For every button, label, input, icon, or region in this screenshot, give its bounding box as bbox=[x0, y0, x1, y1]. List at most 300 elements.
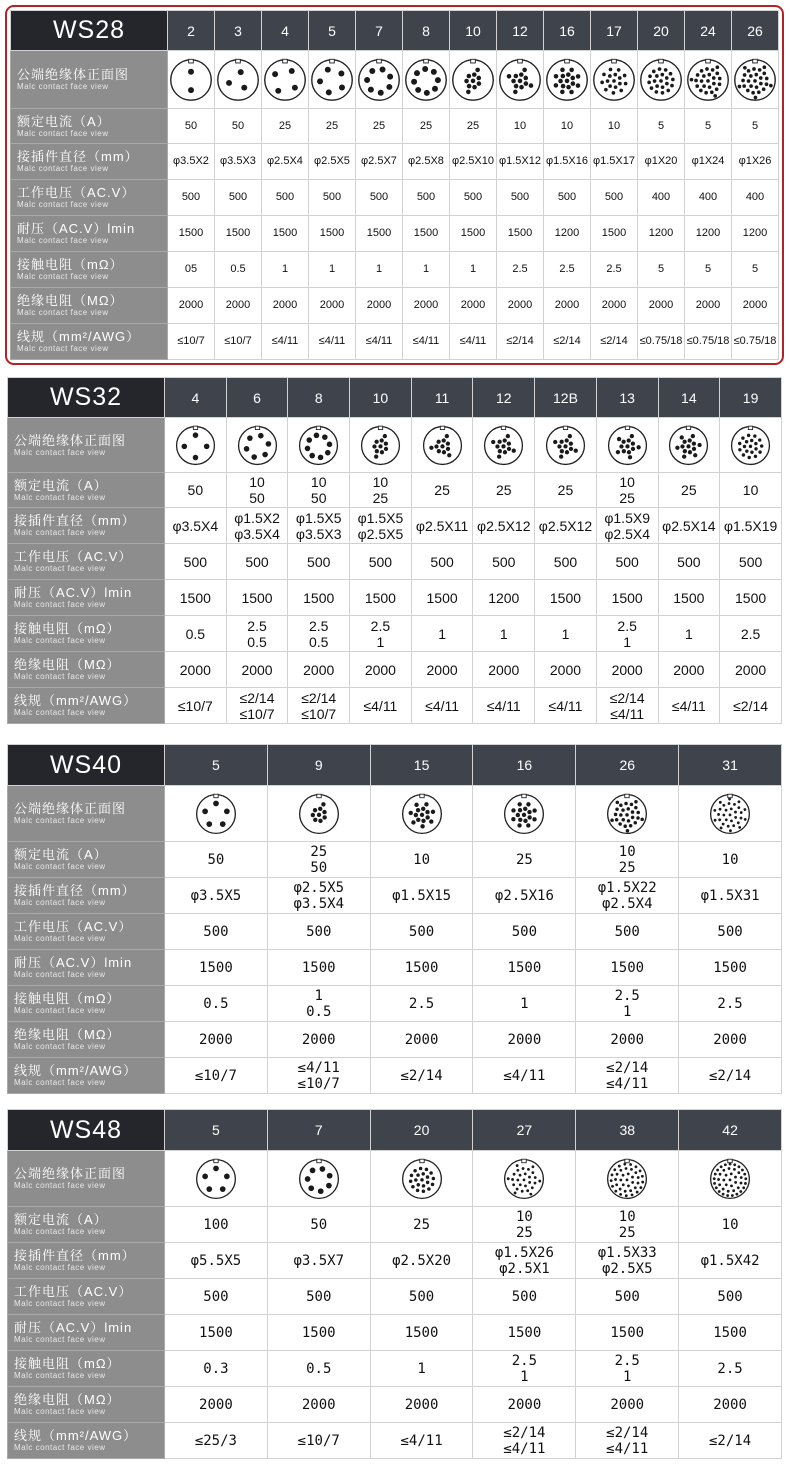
spec-value-cell bbox=[473, 544, 535, 580]
spec-value-cell bbox=[473, 986, 576, 1022]
spec-value: ≤2/14 bbox=[239, 689, 275, 706]
spec-value: 500 bbox=[203, 1288, 229, 1305]
spec-value-cell bbox=[658, 616, 720, 652]
spec-value-cell bbox=[497, 109, 544, 144]
spec-value: 500 bbox=[203, 923, 229, 940]
spec-value-cell bbox=[370, 1279, 473, 1315]
spec-value: φ3.5X4 bbox=[293, 895, 345, 912]
spec-value: 1500 bbox=[178, 227, 204, 239]
spec-value-cell bbox=[679, 878, 782, 914]
spec-value-cell bbox=[165, 1315, 268, 1351]
spec-value: ≤4/11 bbox=[365, 335, 393, 347]
spec-value: 1500 bbox=[413, 227, 439, 239]
spec-value: 500 bbox=[307, 553, 331, 570]
spec-value: 2000 bbox=[611, 661, 643, 678]
face-view-cell bbox=[168, 51, 215, 109]
spec-value: 1500 bbox=[507, 227, 533, 239]
spec-value-cell bbox=[576, 842, 679, 878]
spec-value: ≤4/11 bbox=[363, 697, 398, 714]
pin-count-header: 12 bbox=[497, 11, 544, 51]
series-title: WS32 bbox=[8, 378, 165, 418]
spec-value: 25 bbox=[372, 119, 386, 132]
spec-value-cell bbox=[679, 1243, 782, 1279]
spec-value: 2000 bbox=[241, 661, 273, 678]
row-label: 公端绝缘体正面图 Malc contact face view bbox=[8, 1151, 165, 1207]
spec-value-cell bbox=[473, 1423, 576, 1459]
spec-value-cell bbox=[544, 216, 591, 252]
spec-value-cell bbox=[165, 508, 227, 544]
spec-value-cell bbox=[473, 1279, 576, 1315]
spec-value: 500 bbox=[614, 923, 640, 940]
spec-value-cell bbox=[720, 508, 782, 544]
spec-value: 1500 bbox=[611, 589, 643, 606]
spec-value: 1500 bbox=[366, 227, 392, 239]
spec-value-cell bbox=[473, 878, 576, 914]
spec-value: 500 bbox=[717, 923, 743, 940]
connector-face-icon bbox=[403, 57, 449, 103]
spec-value: 500 bbox=[738, 553, 763, 570]
spec-value-cell bbox=[267, 1279, 370, 1315]
spec-value-cell bbox=[356, 144, 403, 180]
spec-value: φ1.5X5 bbox=[295, 509, 342, 526]
face-view-cell bbox=[732, 51, 779, 109]
spec-value-cell bbox=[356, 180, 403, 216]
spec-value: φ3.5X2 bbox=[173, 155, 209, 167]
row-label: 绝缘电阻（MΩ） Malc contact face view bbox=[8, 1022, 165, 1058]
spec-value: ≤4/11 bbox=[459, 335, 487, 347]
spec-value: 2000 bbox=[742, 299, 768, 311]
spec-value: φ3.5X4 bbox=[172, 517, 219, 534]
spec-value: 1200 bbox=[648, 227, 674, 239]
spec-value-cell bbox=[262, 288, 309, 324]
spec-value-cell bbox=[370, 1315, 473, 1351]
spec-value-cell bbox=[226, 544, 288, 580]
spec-value-cell bbox=[591, 216, 638, 252]
face-view-cell bbox=[535, 418, 597, 473]
face-view-cell bbox=[309, 51, 356, 109]
spec-value: 2.5 bbox=[614, 1352, 640, 1369]
spec-value-cell bbox=[215, 252, 262, 288]
spec-value: 500 bbox=[614, 1288, 640, 1305]
spec-value-cell bbox=[596, 688, 658, 724]
spec-value: 500 bbox=[510, 191, 530, 203]
spec-value-cell bbox=[262, 180, 309, 216]
spec-value: 2000 bbox=[601, 299, 627, 311]
spec-value: 500 bbox=[557, 191, 577, 203]
spec-value-cell bbox=[215, 324, 262, 360]
spec-value: 1 bbox=[281, 263, 289, 275]
spec-value: ≤10/7 bbox=[297, 1075, 340, 1092]
spec-value-cell bbox=[732, 252, 779, 288]
face-view-cell bbox=[215, 51, 262, 109]
spec-value: 2000 bbox=[507, 1031, 542, 1048]
spec-value: 1500 bbox=[404, 1324, 439, 1341]
row-label: 工作电压（AC.V） Malc contact face view bbox=[8, 914, 165, 950]
pin-count-header: 4 bbox=[262, 11, 309, 51]
spec-value: ≤2/14 bbox=[606, 1059, 649, 1076]
row-label: 线规（mm²/AWG） Malc contact face view bbox=[8, 1423, 165, 1459]
spec-value-cell bbox=[596, 544, 658, 580]
connector-face-icon bbox=[729, 424, 772, 467]
spec-value: 1 bbox=[499, 625, 508, 642]
spec-value: 1500 bbox=[225, 227, 251, 239]
spec-value-cell bbox=[165, 1243, 268, 1279]
spec-value: ≤10/7 bbox=[301, 705, 337, 722]
spec-value-cell bbox=[576, 1423, 679, 1459]
spec-value: 500 bbox=[368, 553, 393, 570]
spec-value: φ1.5X16 bbox=[546, 155, 588, 167]
pin-count-header: 26 bbox=[576, 745, 679, 786]
ws48-spec-table bbox=[7, 1109, 782, 1459]
spec-value-cell bbox=[370, 1022, 473, 1058]
spec-value-cell bbox=[403, 216, 450, 252]
spec-value: 10 bbox=[513, 119, 527, 132]
spec-value-cell bbox=[638, 144, 685, 180]
spec-value: 500 bbox=[615, 553, 639, 570]
spec-value: 2000 bbox=[404, 1031, 439, 1048]
spec-value: ≤2/14 bbox=[708, 1432, 752, 1449]
pin-count-header: 3 bbox=[215, 11, 262, 51]
spec-value-cell bbox=[165, 950, 268, 986]
spec-value: 2000 bbox=[554, 299, 580, 311]
spec-value-cell bbox=[591, 180, 638, 216]
connector-face-icon bbox=[544, 57, 590, 103]
spec-value: 1500 bbox=[610, 1324, 645, 1341]
face-view-cell bbox=[679, 786, 782, 842]
spec-value-cell bbox=[638, 180, 685, 216]
spec-value: 100 bbox=[203, 1216, 229, 1233]
spec-value-cell bbox=[370, 914, 473, 950]
spec-value: 2000 bbox=[179, 661, 211, 678]
connector-face-icon bbox=[638, 57, 684, 103]
spec-value: φ2.5X5 bbox=[293, 879, 345, 896]
spec-value: 400 bbox=[745, 191, 765, 203]
row-label: 公端绝缘体正面图 Malc contact face view bbox=[8, 786, 165, 842]
face-view-cell bbox=[679, 1151, 782, 1207]
spec-value-cell bbox=[226, 473, 288, 508]
spec-value: 1500 bbox=[404, 959, 439, 976]
face-view-cell bbox=[226, 418, 288, 473]
spec-value-cell bbox=[596, 473, 658, 508]
spec-value-cell bbox=[350, 688, 412, 724]
spec-value-cell bbox=[370, 1243, 473, 1279]
spec-value: ≤0.75/18 bbox=[639, 335, 683, 347]
pin-count-header: 19 bbox=[720, 378, 782, 418]
spec-value: 500 bbox=[306, 1288, 332, 1305]
spec-value-cell bbox=[576, 1207, 679, 1243]
pin-count-header: 14 bbox=[658, 378, 720, 418]
row-label: 接插件直径（mm） Malc contact face view bbox=[8, 508, 165, 544]
spec-value: 2000 bbox=[713, 1031, 747, 1048]
connector-face-icon bbox=[708, 792, 752, 836]
spec-value: 0.5 bbox=[185, 625, 206, 642]
face-view-cell bbox=[638, 51, 685, 109]
spec-value: φ3.5X7 bbox=[293, 1252, 345, 1269]
spec-value-cell bbox=[370, 1058, 473, 1094]
face-view-cell bbox=[544, 51, 591, 109]
face-view-cell bbox=[720, 418, 782, 473]
spec-value-cell bbox=[535, 544, 597, 580]
connector-face-icon bbox=[502, 792, 546, 836]
spec-value: 50 bbox=[310, 1216, 328, 1233]
connector-face-icon bbox=[236, 424, 279, 467]
spec-value: φ3.5X5 bbox=[190, 887, 242, 904]
spec-value-cell bbox=[309, 252, 356, 288]
pin-count-header: 24 bbox=[685, 11, 732, 51]
spec-value: φ2.5X5 bbox=[601, 1260, 653, 1277]
spec-value-cell bbox=[591, 109, 638, 144]
spec-value: 1500 bbox=[610, 959, 645, 976]
spec-value: ≤10/7 bbox=[239, 705, 275, 722]
spec-value-cell bbox=[168, 180, 215, 216]
spec-value: 1500 bbox=[549, 589, 582, 606]
spec-value-cell bbox=[288, 508, 350, 544]
series-title: WS48 bbox=[8, 1110, 165, 1151]
face-view-cell bbox=[576, 786, 679, 842]
spec-value-cell bbox=[473, 1022, 576, 1058]
spec-value-cell bbox=[168, 109, 215, 144]
spec-value-cell bbox=[165, 1387, 268, 1423]
spec-value-cell bbox=[473, 1243, 576, 1279]
spec-value: 1500 bbox=[301, 959, 336, 976]
spec-value: 1500 bbox=[364, 589, 396, 606]
spec-value-cell bbox=[267, 1058, 370, 1094]
spec-value: 2.5 bbox=[408, 995, 435, 1012]
connector-face-icon bbox=[262, 57, 308, 103]
spec-value-cell bbox=[267, 878, 370, 914]
spec-value: φ1.5X17 bbox=[593, 155, 635, 167]
pin-count-header: 16 bbox=[544, 11, 591, 51]
pin-count-header: 26 bbox=[732, 11, 779, 51]
connector-face-icon bbox=[732, 57, 778, 103]
spec-value: 2000 bbox=[610, 1031, 645, 1048]
spec-value: 25 bbox=[413, 1216, 430, 1233]
spec-value: φ2.5X4 bbox=[267, 155, 303, 167]
spec-value-cell bbox=[576, 1058, 679, 1094]
spec-value: φ2.5X8 bbox=[408, 155, 444, 167]
spec-value-cell bbox=[165, 580, 227, 616]
spec-value-cell bbox=[350, 544, 412, 580]
connector-face-icon bbox=[400, 1157, 444, 1201]
spec-value: ≤2/14 bbox=[708, 1067, 752, 1084]
spec-value-cell bbox=[350, 652, 412, 688]
spec-value: 1500 bbox=[713, 959, 747, 976]
spec-value-cell bbox=[685, 252, 732, 288]
spec-value: 1500 bbox=[673, 589, 705, 606]
spec-value: 500 bbox=[416, 191, 436, 203]
spec-value: 2000 bbox=[364, 661, 396, 678]
spec-value: 1 bbox=[422, 263, 430, 275]
connector-face-icon bbox=[685, 57, 731, 103]
spec-value-cell bbox=[658, 544, 720, 580]
spec-value: 1 bbox=[469, 263, 477, 275]
spec-value-cell bbox=[658, 580, 720, 616]
ws40-spec-table bbox=[7, 744, 782, 1094]
spec-value-cell bbox=[535, 580, 597, 616]
spec-value: 2000 bbox=[199, 1396, 233, 1413]
spec-value-cell bbox=[473, 616, 535, 652]
spec-value: ≤4/11 bbox=[425, 697, 460, 714]
spec-value-cell bbox=[370, 1423, 473, 1459]
row-label: 接触电阻（mΩ） Malc contact face view bbox=[8, 616, 165, 652]
spec-value: 1 bbox=[561, 625, 570, 642]
spec-value: 2.5 bbox=[559, 263, 575, 275]
spec-value: φ3.5X3 bbox=[295, 525, 342, 542]
spec-value: 2.5 bbox=[740, 625, 761, 642]
row-label: 耐压（AC.V）lmin Malc contact face view bbox=[8, 1315, 165, 1351]
spec-value-cell bbox=[473, 580, 535, 616]
spec-value: 2.5 bbox=[308, 617, 329, 634]
spec-value-cell bbox=[165, 616, 227, 652]
spec-value: 1 bbox=[376, 633, 385, 650]
spec-value: 2000 bbox=[426, 661, 458, 678]
spec-value: ≤0.75/18 bbox=[733, 335, 777, 347]
spec-value: 2.5 bbox=[606, 263, 622, 275]
spec-value: 1500 bbox=[272, 227, 298, 239]
spec-value: 500 bbox=[275, 191, 295, 203]
face-view-cell bbox=[165, 786, 268, 842]
connector-face-icon bbox=[708, 1157, 752, 1201]
face-view-cell bbox=[473, 1151, 576, 1207]
spec-value: φ5.5X5 bbox=[190, 1252, 242, 1269]
connector-face-icon bbox=[605, 792, 649, 836]
spec-value-cell bbox=[168, 324, 215, 360]
spec-value: 5 bbox=[657, 119, 665, 132]
spec-value-cell bbox=[411, 616, 473, 652]
face-view-cell bbox=[350, 418, 412, 473]
spec-value-cell bbox=[370, 950, 473, 986]
spec-value-cell bbox=[535, 473, 597, 508]
spec-value-cell bbox=[544, 324, 591, 360]
spec-value: 2000 bbox=[673, 661, 705, 678]
spec-value: 400 bbox=[651, 191, 671, 203]
spec-value-cell bbox=[638, 109, 685, 144]
spec-value: 1500 bbox=[303, 589, 335, 606]
spec-value-cell bbox=[450, 324, 497, 360]
spec-value: 1500 bbox=[426, 589, 458, 606]
pin-count-header: 5 bbox=[165, 745, 268, 786]
spec-value: 1 bbox=[623, 1003, 632, 1020]
face-view-cell bbox=[596, 418, 658, 473]
spec-value-cell bbox=[309, 216, 356, 252]
spec-value: 0.3 bbox=[203, 1360, 229, 1377]
spec-value: ≤4/11 bbox=[486, 697, 521, 714]
spec-value-cell bbox=[591, 324, 638, 360]
spec-value-cell bbox=[356, 252, 403, 288]
spec-value: ≤2/14 bbox=[400, 1067, 443, 1084]
spec-value: ≤4/11 bbox=[271, 335, 299, 347]
spec-value-cell bbox=[473, 688, 535, 724]
spec-value: 1500 bbox=[601, 227, 627, 239]
spec-value: 500 bbox=[245, 553, 269, 570]
row-label: 接触电阻（mΩ） Malc contact face view bbox=[11, 252, 168, 288]
row-label: 接插件直径（mm） Malc contact face view bbox=[8, 878, 165, 914]
spec-value-cell bbox=[591, 144, 638, 180]
spec-value: 0.5 bbox=[247, 633, 267, 650]
spec-value: 2.5 bbox=[512, 263, 528, 275]
spec-value: φ2.5X5 bbox=[357, 525, 404, 542]
pin-count-header: 6 bbox=[226, 378, 288, 418]
pin-count-header: 17 bbox=[591, 11, 638, 51]
spec-value: 1500 bbox=[507, 959, 542, 976]
spec-value-cell bbox=[720, 688, 782, 724]
spec-value-cell bbox=[576, 878, 679, 914]
connector-face-icon bbox=[421, 424, 464, 467]
connector-face-icon bbox=[297, 424, 340, 467]
face-view-cell bbox=[262, 51, 309, 109]
spec-value: 2000 bbox=[301, 1396, 336, 1413]
connector-face-icon bbox=[497, 57, 543, 103]
connector-face-icon bbox=[667, 424, 710, 467]
spec-value: 500 bbox=[369, 191, 389, 203]
spec-value-cell bbox=[576, 1243, 679, 1279]
spec-value: 25 bbox=[515, 851, 533, 868]
spec-value: φ1.5X12 bbox=[499, 155, 541, 167]
face-view-cell bbox=[403, 51, 450, 109]
spec-value-cell bbox=[370, 842, 473, 878]
spec-value: 2000 bbox=[199, 1031, 233, 1048]
connector-face-icon bbox=[606, 424, 649, 467]
spec-value: 25 bbox=[618, 859, 636, 876]
spec-value-cell bbox=[497, 144, 544, 180]
pin-count-header: 7 bbox=[267, 1110, 370, 1151]
spec-value: φ1.5X5 bbox=[357, 509, 404, 526]
spec-value: 2000 bbox=[507, 1396, 542, 1413]
spec-value: φ1X26 bbox=[738, 155, 772, 167]
spec-value: 2000 bbox=[713, 1396, 747, 1413]
spec-value: 2000 bbox=[404, 1396, 439, 1413]
spec-value-cell bbox=[411, 652, 473, 688]
spec-value-cell bbox=[658, 473, 720, 508]
spec-value: 500 bbox=[604, 191, 624, 203]
spec-value: 1 bbox=[684, 625, 693, 642]
spec-value: 10 bbox=[618, 1208, 636, 1225]
spec-value-cell bbox=[576, 950, 679, 986]
spec-value: φ2.5X1 bbox=[499, 1260, 550, 1277]
spec-value-cell bbox=[544, 144, 591, 180]
spec-value: 5 bbox=[704, 119, 712, 132]
spec-value-cell bbox=[679, 842, 782, 878]
spec-value-cell bbox=[732, 216, 779, 252]
spec-value: 1500 bbox=[241, 589, 273, 606]
spec-value: 50 bbox=[249, 490, 265, 506]
spec-value-cell bbox=[544, 180, 591, 216]
spec-value: 2000 bbox=[413, 299, 439, 311]
spec-value-cell bbox=[679, 1279, 782, 1315]
spec-value-cell bbox=[685, 216, 732, 252]
row-label: 接触电阻（mΩ） Malc contact face view bbox=[8, 986, 165, 1022]
spec-value-cell bbox=[450, 109, 497, 144]
spec-value-cell bbox=[450, 216, 497, 252]
spec-value: 50 bbox=[187, 482, 204, 498]
connector-face-icon bbox=[215, 57, 261, 103]
spec-value-cell bbox=[262, 109, 309, 144]
spec-value-cell bbox=[215, 180, 262, 216]
spec-value-cell bbox=[473, 1351, 576, 1387]
spec-value-cell bbox=[591, 288, 638, 324]
connector-face-icon bbox=[605, 1157, 649, 1201]
spec-value: 0.5 bbox=[308, 633, 329, 650]
spec-value: 10 bbox=[560, 119, 574, 132]
spec-value-cell bbox=[679, 986, 782, 1022]
pin-count-header: 5 bbox=[165, 1110, 268, 1151]
spec-value: 10 bbox=[515, 1208, 533, 1225]
spec-value-cell bbox=[267, 1207, 370, 1243]
spec-value: φ1.5X42 bbox=[700, 1252, 760, 1269]
spec-value-cell bbox=[165, 544, 227, 580]
row-label: 耐压（AC.V）lmin Malc contact face view bbox=[11, 216, 168, 252]
spec-value: 25 bbox=[278, 119, 292, 132]
